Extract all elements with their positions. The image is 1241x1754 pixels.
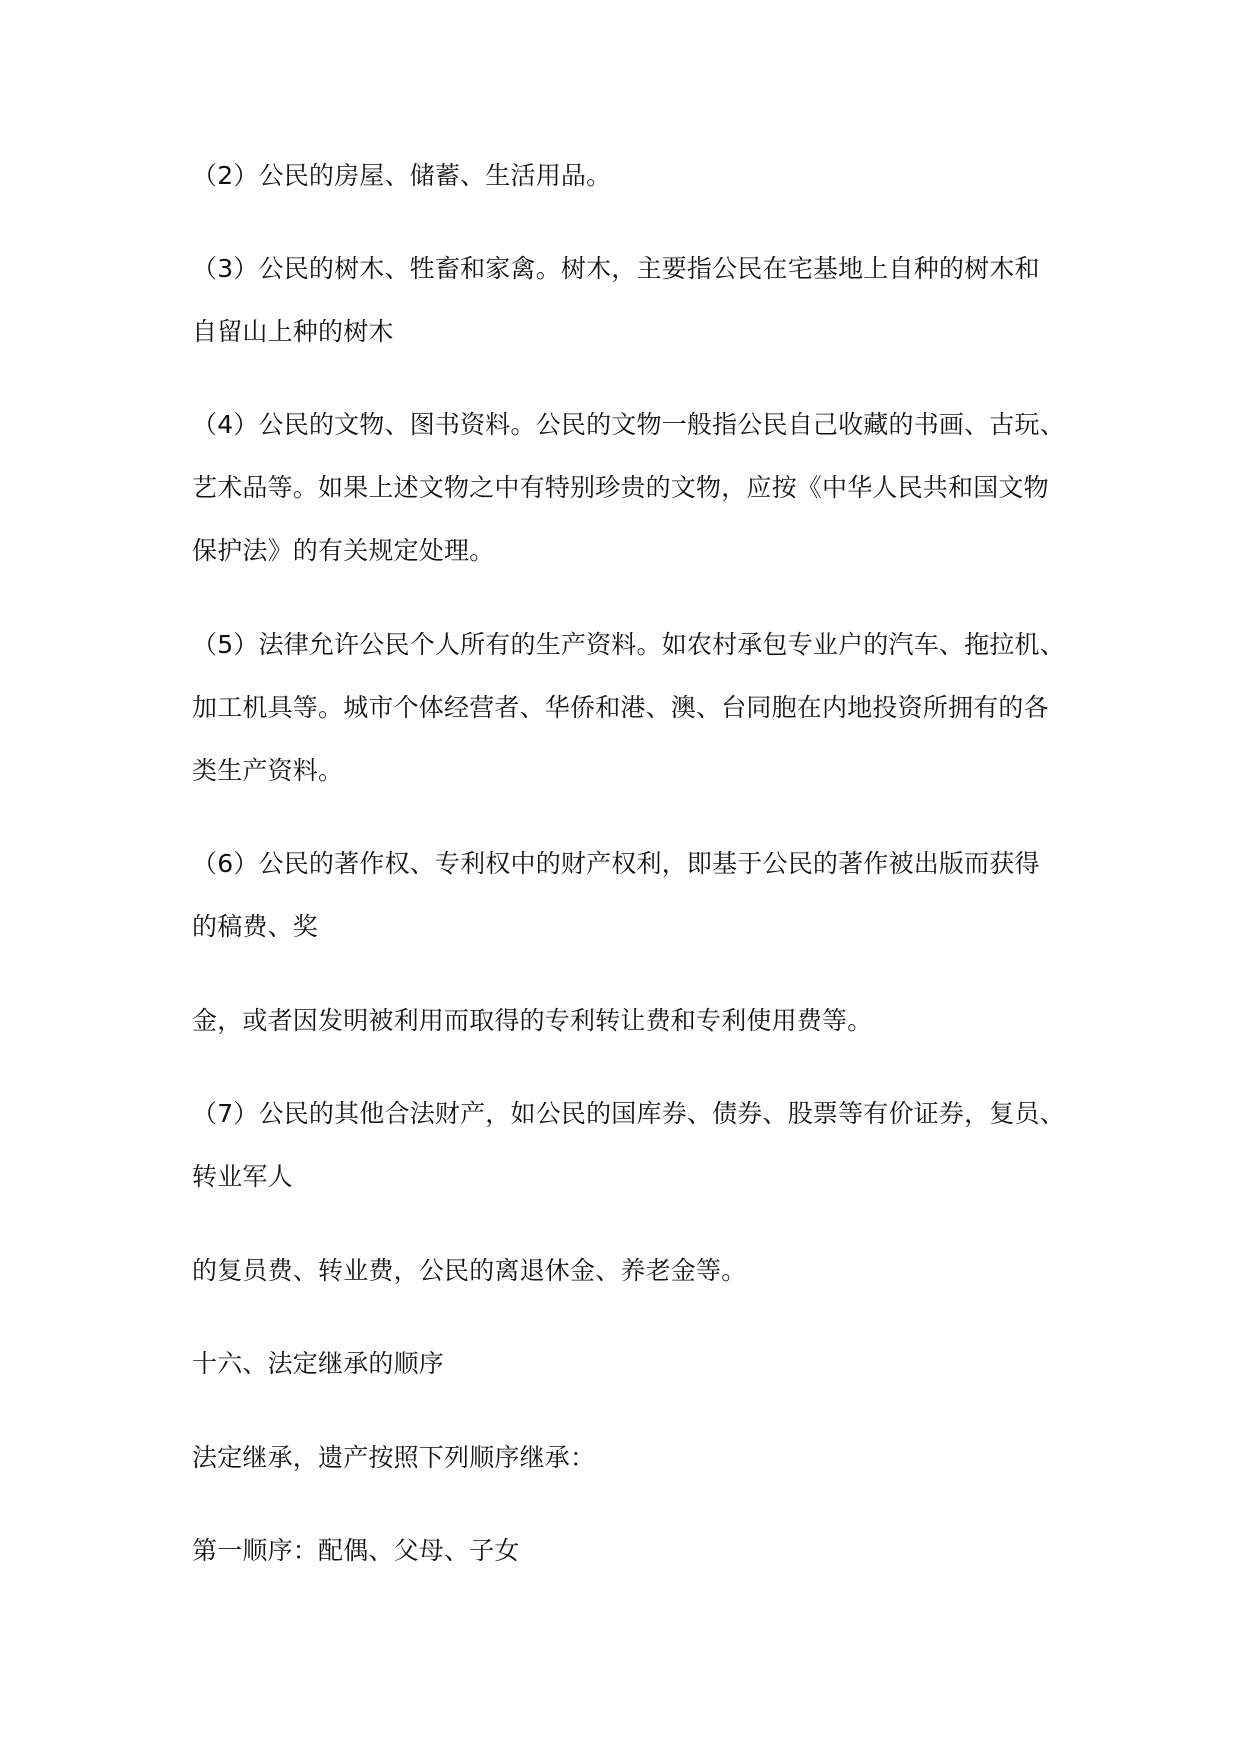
first-order-line: 第一顺序：配偶、父母、子女 (192, 1536, 520, 1565)
item-4-line-1: （4）公民的文物、图书资料。公民的文物一般指公民自己收藏的书画、古玩、 (192, 410, 1065, 439)
item-6-line-1: （6）公民的著作权、专利权中的财产权利，即基于公民的著作被出版而获得 (192, 849, 1040, 878)
item-5-line-1: （5）法律允许公民个人所有的生产资料。如农村承包专业户的汽车、拖拉机、 (192, 630, 1065, 659)
section-intro: 法定继承，遗产按照下列顺序继承： (192, 1443, 596, 1472)
item-7-line-1: （7）公民的其他合法财产，如公民的国库券、债券、股票等有价证券，复员、 (192, 1099, 1065, 1128)
item-3-line-2: 自留山上种的树木 (192, 317, 394, 346)
item-4-line-3: 保护法》的有关规定处理。 (192, 536, 495, 565)
item-7-line-2: 转业军人 (192, 1162, 293, 1191)
item-6-line-3: 金，或者因发明被利用而取得的专利转让费和专利使用费等。 (192, 1006, 873, 1035)
item-3-line-1: （3）公民的树木、牲畜和家禽。树木，主要指公民在宅基地上自种的树木和 (192, 254, 1040, 283)
item-5-line-2: 加工机具等。城市个体经营者、华侨和港、澳、台同胞在内地投资所拥有的各 (192, 693, 1049, 722)
item-6-line-2: 的稿费、奖 (192, 912, 319, 941)
item-7-line-3: 的复员费、转业费，公民的离退休金、养老金等。 (192, 1256, 747, 1285)
section-heading: 十六、法定继承的顺序 (192, 1349, 445, 1378)
item-5-line-3: 类生产资料。 (192, 756, 344, 785)
item-2-line-1: （2）公民的房屋、储蓄、生活用品。 (192, 161, 612, 190)
item-4-line-2: 艺术品等。如果上述文物之中有特别珍贵的文物，应按《中华人民共和国文物 (192, 473, 1049, 502)
